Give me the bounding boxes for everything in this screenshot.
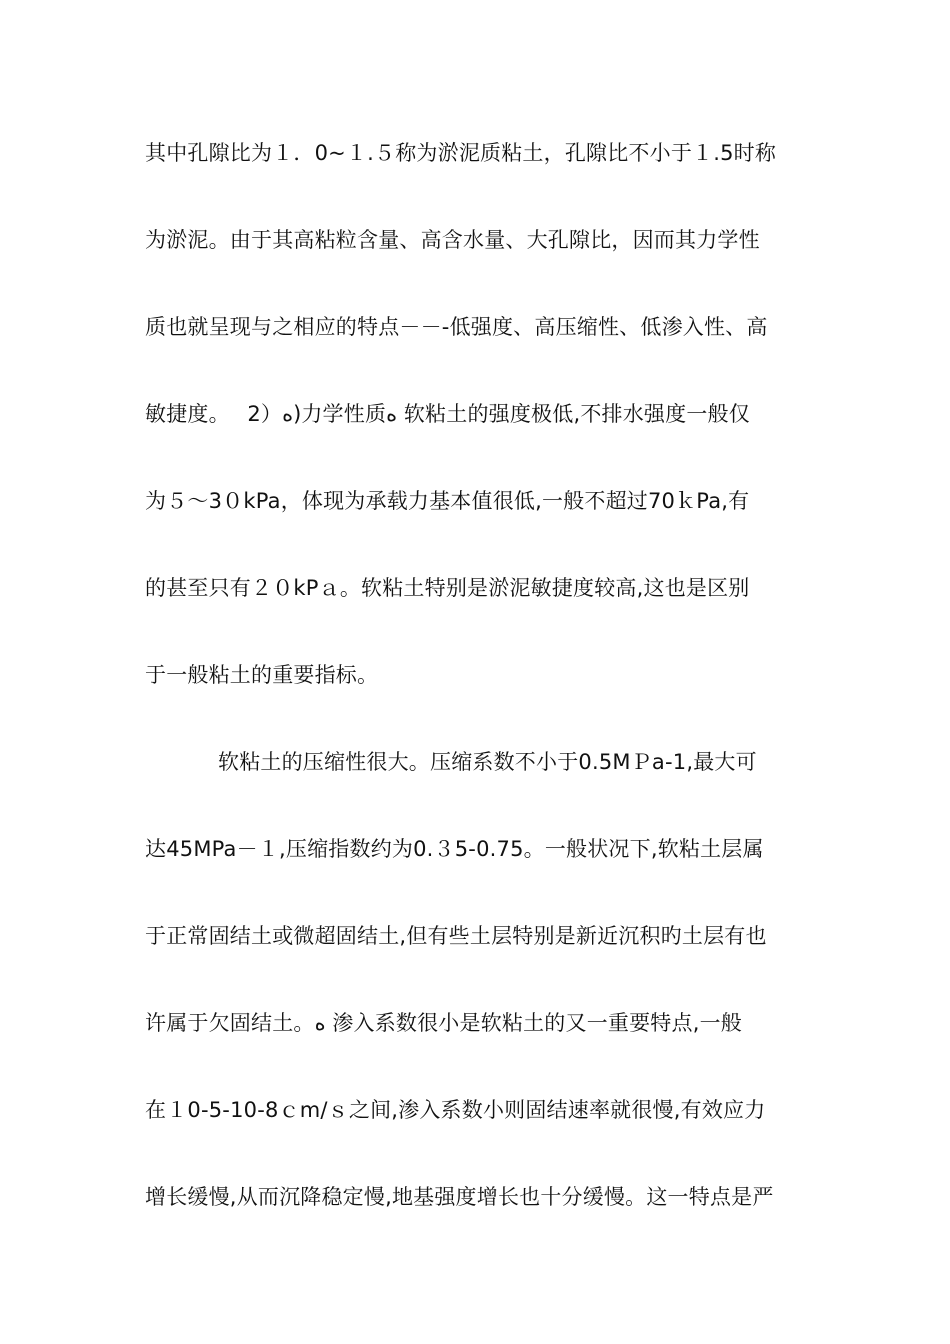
paragraph-line-indented: 软粘土的压缩性很大。压缩系数不小于0.5MＰa-1,最大可 <box>218 750 757 774</box>
paragraph-line: 达45MPa－１,压缩指数约为0.３5-0.75。一般状况下,软粘土层属 <box>145 837 764 861</box>
paragraph-line: 许属于欠固结土。ﻩ 渗入系数很小是软粘土的又一重要特点,一般 <box>145 1011 742 1035</box>
paragraph-line: 敏捷度。 2）ﻩ)力学性质ﻩ 软粘土的强度极低,不排水强度一般仅 <box>145 402 750 426</box>
paragraph-line: 的甚至只有２０kPａ。软粘土特别是淤泥敏捷度较高,这也是区别 <box>145 576 750 600</box>
paragraph-line: 于正常固结土或微超固结土,但有些土层特别是新近沉积旳土层有也 <box>145 924 767 948</box>
paragraph-line: 为５～3０kPa，体现为承载力基本值很低,一般不超过70ｋPa,有 <box>145 489 750 513</box>
paragraph-line: 于一般粘土的重要指标。 <box>145 663 379 687</box>
paragraph-line: 为淤泥。由于其高粘粒含量、高含水量、大孔隙比，因而其力学性 <box>145 228 760 252</box>
paragraph-line: 其中孔隙比为１．0~１.５称为淤泥质粘土，孔隙比不小于１.5时称 <box>145 141 777 165</box>
paragraph-line: 增长缓慢,从而沉降稳定慢,地基强度增长也十分缓慢。这一特点是严 <box>145 1185 774 1209</box>
paragraph-line: 在１0-5-10-8ｃm/ｓ之间,渗入系数小则固结速率就很慢,有效应力 <box>145 1098 766 1122</box>
paragraph-line: 质也就呈现与之相应的特点－－-低强度、高压缩性、低渗入性、高 <box>145 315 768 339</box>
